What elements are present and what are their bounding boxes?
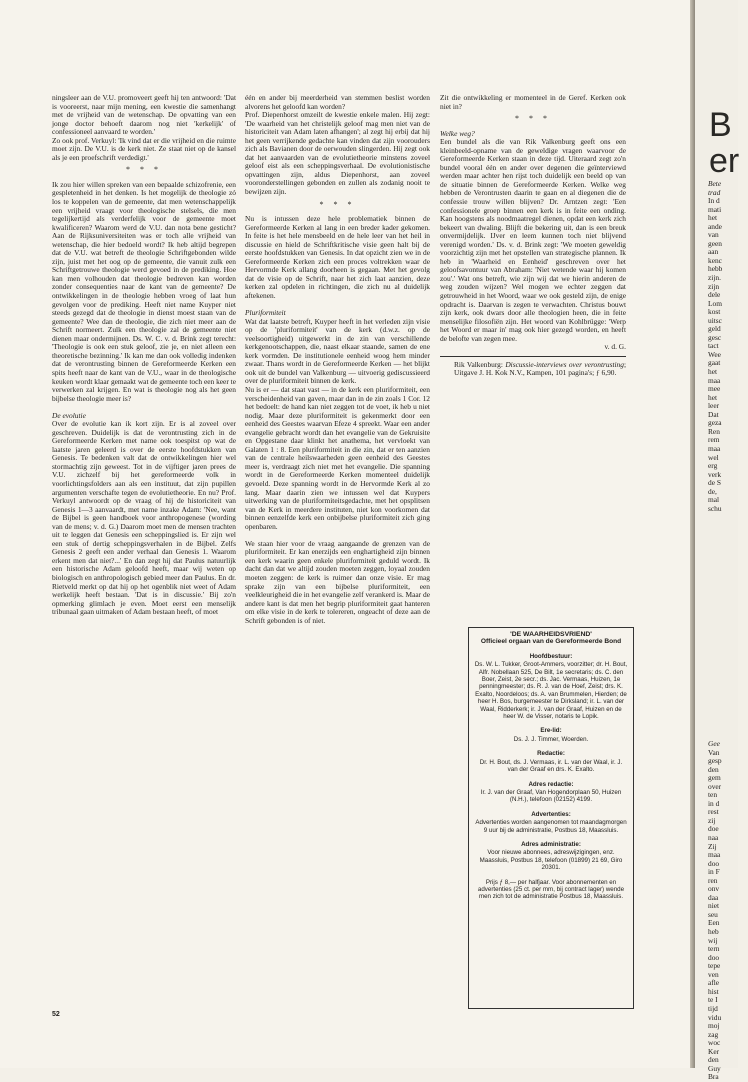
text-fragment: ven (708, 969, 719, 979)
text-fragment: het (708, 392, 718, 402)
colophon-heading: Adres redactie: (528, 780, 574, 788)
section-separator: * * * (126, 165, 162, 175)
text-fragment: mal (708, 495, 720, 505)
text-fragment: te I (708, 995, 718, 1005)
paragraph: Zit die ontwikkeling er momenteel in de Geref. Kerken ook niet in? (440, 93, 626, 111)
text-fragment: den (708, 1055, 719, 1065)
text-fragment: uitsc (708, 315, 722, 325)
text-fragment: kost (708, 307, 721, 317)
text-column-3 (440, 94, 626, 514)
adjacent-page-edge (695, 0, 740, 1082)
paragraph: Nu is er — dat staat vast — in de kerk een pluriformiteit, een verscheidenheid van gaven, maar dan in de zin zoals 1 Cor. 12 het bedoelt: de hand kan niet zeggen tot de voet, ik heb u niet nodig. Maar deze pluriformiteit is gekenmerkt door een eenheid des Geestes waarvan Efeze 4 spreekt. Waar een ander evangelie gebracht wordt dan het evangelie van de Gekruisite en Opgestane daar klinkt het anathema, het vervloekt van Galaten 1 : 8. Een pluriformiteit in die zin, dat er ten aanzien van de centrale heilswaarheden geen eenheid des Geestes meer is, verdraagt zich niet met het evangelie. Die spanning wordt in de Gereformeerde Kerken momenteel duidelijk gevoeld. Deze spanning wordt in de Hervormde Kerk al zo lang. Maar daarin zien we intussen wel dat Kuypers uitwerking van de pluriformiteitsgedachte, met het opsplitsen van de Kerk in meerdere instituten, niet kon voorkomen dat binnen eenzelfde kerk een onbijbelse pluriformiteit zich ging openbaren. (245, 385, 430, 531)
text-fragment: Bra (708, 1072, 719, 1082)
text-fragment: mati (708, 204, 722, 214)
colophon-text: Ds. W. L. Tukker, Groot-Ammers, voorzitter; dr. H. Bout, Alfr. Nobellaan 525, De Bilt, 1e secretaris; ds. C. den Boer, Zeist, 2e secr.; ds. Jac. Vermaas, Huizen, 1e penningmeester; ds. R. J. van de Hoef, Zeist; drs. K. Exalto, Noordeloos; ds. A. van Brummelen, Hierden; de heer H. Bos, burgemeester te Dirksland; ir. L. van der Waal, Ridderkerk; ir. J. van der Graaf, Huizen en de heer W. de Visser, notaris te Lopik. (474, 661, 628, 721)
colophon-heading: Adres administratie: (521, 840, 581, 848)
colophon-text: Ir. J. van der Graaf, Van Hogendorplaan 50, Huizen (N.H.), telefoon (02152) 4199. (480, 788, 622, 804)
paragraph: We staan hier voor de vraag aangaande de grenzen van de pluriformiteit. Er kan enerzijds een enghartigheid zijn binnen een kerk waarin geen enkele pluriformiteit geduld wordt. Ik dacht dan dat we altijd zouden moeten zeggen, loyaal zouden moeten zeggen: de kerk is ruimer dan onze visie. Er mag sprake zijn van een bijbelse pluriformiteit, een veelkleurigheid die in het evangelie zelf verankerd is. Maar de andere kant is dat men het begrip pluriformiteit gaat hanteren om elke visie in de kerk te tolereren, ongeacht of deze aan de Schrift gebonden is of niet. (245, 538, 430, 625)
colophon-text: Ds. J. J. Timmer, Woerden. (513, 735, 589, 743)
text-fragment: tepe (708, 961, 721, 971)
section-separator: * * * (319, 199, 356, 209)
subheading-pluriformiteit: Pluriformiteit (245, 308, 286, 318)
subheading-evolutie: De evolutie (52, 410, 86, 420)
paragraph: Ik zou hier willen spreken van een bepaalde schizofrenie, een gespletenheid in het denken. Is het mogelijk de theologie zó los te koppelen van de gemeente, dat men wetenschappelijk een vrijheid vraagt voor theologische stelsels, die men tegelijkertijd als verderfelijk voor de gemeente moet kwalificeren? Waarom werd de V.U. dan nota bene gesticht? Aan de Rijksuniversiteiten was er toch alle vrijheid van wetenschap, die hier bedoeld wordt? Ik heb altijd begrepen dat de V.U. wat betreft de theologie Schriftgebonden wilde zijn, juist met het oog op de gemeente, die vanuit zulk een Schriftgetrouwe theologie werd gevoed in de prediking. Hoe kan men volhouden dat theologie bedreven kan worden zonder consequenties naar de kant van de gemeente? De ontwikkelingen in de theologie hebben vroeg of laat hun gevolgen voor de prediking. Heeft niet name Kuyper niet steeds gezegd dat de theologie in dienst moest staan van de gemeente? Wee dan de theologie, die zich niet meer aan de Schrift normeert. Zulk een theologie zal de gemeente niet dienen maar ondermijnen. Ds. W. C. v. d. Brink zegt terecht: 'Theologie is ook een stuk geloof, zie je, en niet alleen een theoretische bezinning.' Ik kan me dan ook volledig indenken dat de verontrusting binnen de Gereformeerde Kerken een spits heeft naar de kant van de V.U., waar in de theologische keuken wordt klaar gemaakt wat de gemeente toch een keer te verwerken zal krijgen. En wat is theologie nog als het geen bijbelse theologie meer is? (52, 179, 236, 403)
subheading-welke-weg: Welke weg? (440, 128, 475, 138)
text-fragment: In d (708, 196, 720, 206)
text-fragment: doe (708, 824, 719, 834)
heading-fragment: B (709, 106, 732, 144)
text-fragment: zijn (708, 281, 720, 291)
text-fragment: over (708, 781, 722, 791)
colophon-text: Prijs ƒ 8,— per halfjaar. Voor abonnementen en advertenties (25 ct. per mm, bij contract lager) wende men zich tot de administratie Postbus 18, Maassluis. (477, 878, 625, 901)
text-fragment: tact (708, 341, 719, 351)
text-fragment: Ker (708, 1046, 720, 1056)
colophon-heading: Ere-lid: (540, 727, 562, 735)
text-fragment: gaat (708, 358, 721, 368)
text-fragment: daa (708, 892, 719, 902)
text-fragment: verk (708, 469, 722, 479)
text-fragment: dele (708, 290, 721, 300)
colophon-heading: Hoofdbestuur: (529, 652, 573, 660)
text-fragment: de, (708, 486, 717, 496)
author-initials: v. d. G. (604, 342, 626, 352)
text-fragment: seu (708, 909, 718, 919)
text-fragment: zij (708, 815, 716, 825)
text-fragment: gem (708, 773, 721, 783)
colophon-text: Voor nieuwe abonnees, adreswijzigingen, enz. Maassluis, Postbus 18, telefoon (01899) 21 69, Giro 20301. (479, 849, 623, 872)
paragraph: één en ander bij meerderheid van stemmen beslist worden alvorens het geloofd kan worden? (245, 93, 430, 111)
text-fragment: den (708, 764, 719, 774)
paragraph: Een bundel als die van Rik Valkenburg geeft ons een kleinbeeld-opname van de geweldige vragen waarvoor de Gereformeerde Kerken staan in deze tijd. Uiteraard zegt zo'n bundel vooral één en ander over degenen die geïnterviewd werden maar achter hen rijst toch duidelijk een beeld op van de situatie binnen de Gereformeerde Kerken. Welke weg hebben de Verontrusten daarin te gaan en al diegenen die de confessie trouw willen blijven? Dr. Arntzen zegt: 'Een confessionele groep binnen een kerk is in feite een onding. Kan hoogstens als noodmaatregel dienen, opdat een kerk zich bekeert van dwaling. Blijft die bekering uit, dan is een breuk onvermijdelijk. IJver en leem kunnen toch niet blijvend verenigd worden.' Ds. v. d. Brink zegt: 'We moeten geweldig voorzichtig zijn met het opstellen van strategische plannen. Ik heb in 'Waarheid en Eenheid' geschreven over het geloofsavontuur van Abraham: 'Niet wetende waar hij komen zou'.' Wat ons betreft, wie zijn wij dat we hierin anderen de weg zouden wijzen? Wel mogen we echter zeggen dat getrouwheid in het Woord, waar we ook gesteld zijn, de enige opdracht is. Daarvan is zegen te verwachten. Christus bouwt zijn kerk, ook dwars door alle theologien heen, die in feite menselijke filosofiën zijn. Het woord van Kohlbrügge: 'Werp het Woord er maar in' mag ook hier gezegd worden, en heeft de belofte van zegen mee. (440, 137, 626, 343)
text-fragment: maa (708, 375, 721, 385)
colophon-heading: Redactie: (537, 750, 565, 758)
text-fragment: aan (708, 247, 719, 257)
text-fragment: gesp (708, 756, 722, 766)
text-fragment: Zij (708, 841, 717, 851)
text-fragment: maa (708, 443, 721, 453)
text-fragment: Gee (708, 739, 720, 748)
colophon-title: 'DE WAARHEIDSVRIEND' (510, 631, 592, 638)
text-fragment: ande (708, 221, 722, 231)
colophon-subtitle: Officieel orgaan van de Gereformeerde Bond (480, 638, 622, 646)
paragraph: Over de evolutie kan ik kort zijn. Er is al zoveel over geschreven. Duidelijk is dat de verontrusting zich in de Gereformeerde Kerken met name ook toespitst op wat de laatste jaren geleerd is over de eerste hoofdstukken van Genesis. Te bedenken valt dat de ontwikkelingen hier wel stormachtig zijn geweest. Tot in de vijftiger jaren prees de V.U. zichzelf bij het gereformeerde volk in voorlichtingsfolders aan als een instituut, dat zijn pupillen argumenten verschafte tegen de evolutietheorie. En nu? Prof. Verkuyl antwoordt op de vraag of hij de historiciteit van Genesis 1—3 aanvaardt, met name inzake Adam: 'Nee, want de Bijbel is geen handboek voor anthropogenese (wording van de mens; v. d. G.) Daarom moet men de mensen trachten uit te leggen dat Genesis een scheppingslied is. Er zijn wel een stuk of dertig scheppingsverhalen in de Bijbel. Zelfs Genesis 2 geeft een ander verhaal dan Genesis 1. Waarom erkent men dat niet?...' En dan zegt hij dat Paulus natuurlijk een historische Adam geloofd heeft, maar wij weten op biologisch en anthropologisch gebied meer dan Paulus. En dr. Rietveld merkt op dat hij op het ogenblik niet weet of Adam werkelijk heeft bestaan. 'Dat is in discussie.' Bij zo'n opmerking glimlach je even. Moet eerst een menselijk tribunaal gaan uitmaken of Adam bestaan heeft, of moet (52, 419, 236, 617)
paragraph: Nu is intussen deze hele problematiek binnen de Gereformeerde Kerken al lang in een breder kader gekomen. In feite is het hele mensbeeld en de hele leer van het heil in discussie en hield de Schriftkritische visie geen halt bij de eerste hoofdstukken van Genesis. In dat opzicht zien we in de Gereformeerde Kerken zich een proces voltrekken waar de Hervormde Kerk allang doorheen is gegaan. Met het gevolg dat de visie op de Schrift, naar het zich laat aanzien, deze kerken zal opdelen in richtingen, die zich nu al duidelijk aftekenen. (245, 214, 430, 301)
text-fragment: het (708, 367, 718, 377)
text-fragment: geza (708, 418, 722, 428)
text-fragment: moj (708, 1021, 720, 1031)
text-fragment: tijd (708, 1003, 718, 1013)
text-fragment: geld (708, 324, 721, 334)
text-fragment: naa (708, 833, 719, 843)
text-fragment: in d (708, 798, 720, 808)
text-fragment: Bete (708, 179, 722, 188)
text-fragment: hebb (708, 264, 723, 274)
colophon-text: Advertenties worden aangenomen tot maandagmorgen 9 uur bij de administratie, Postbus 18, Maassluis. (475, 819, 627, 834)
text-fragment: Dat (708, 409, 719, 419)
text-fragment: schu (708, 503, 722, 513)
text-fragment: doo (708, 952, 720, 962)
divider (440, 356, 626, 357)
section-separator: * * * (515, 114, 551, 124)
colophon-text: Dr. H. Bout, ds. J. Vermaas, ir. L. van der Waal, ir. J. van der Graaf en drs. K. Exalto. (479, 758, 623, 774)
text-fragment: maa (708, 850, 721, 860)
text-fragment: ren (708, 875, 718, 885)
text-fragment: in F (708, 867, 720, 877)
text-column-1 (52, 94, 236, 1008)
heading-fragment: er (709, 142, 740, 180)
text-fragment: geen (708, 238, 722, 248)
text-column-2 (245, 94, 430, 1012)
text-fragment: kenc (708, 255, 722, 265)
text-fragment: het (708, 213, 718, 223)
text-fragment: Een (708, 918, 720, 928)
text-fragment: leer (708, 401, 720, 411)
text-fragment: hist (708, 986, 719, 996)
adjacent-page-heading (709, 107, 739, 179)
paragraph: Wat dat laatste betreft, Kuyper heeft in het verleden zijn visie op de 'pluriformiteit' van de kerk (d.w.z. op de veelsoortigheid) uitgewerkt in de zin van verschillende kerkgenootschappen, die, naast elkaar staande, samen de ene kerk vormden. De institutionele eenheid woog hem minder zwaar. Thans wordt in de Gereformeerde Kerken — het blijkt ook uit de bundel van Valkenburg — uitvoerig gediscussieerd over de pluriformiteit binnen de kerk. (245, 316, 430, 386)
text-fragment: van (708, 230, 719, 240)
review-details: ; Uitgave J. H. Kok N.V., Kampen, 101 pagina's; ƒ 6,90. (454, 359, 626, 378)
text-fragment: Guy (708, 1063, 721, 1073)
text-fragment: woc (708, 1038, 721, 1048)
text-fragment: zag (708, 1029, 719, 1039)
text-fragment: erg (708, 461, 718, 471)
text-fragment: de S (708, 478, 721, 488)
text-fragment: niet (708, 901, 720, 911)
paragraph: ningsleer aan de V.U. promoveert geeft hij ten antwoord: 'Dat is vooreerst, naar mijn mening, een kwestie die samenhangt met de vrijheid van de wetenschap. De opvatting van een jonge doctor behoeft daarom nog niet 'kerkelijk' of confessioneel aanvaard te worden.' (52, 93, 236, 137)
text-fragment: wel (708, 452, 719, 462)
text-fragment: heb (708, 927, 719, 937)
text-fragment: vidu (708, 1012, 722, 1022)
page-number: 52 (52, 1011, 60, 1018)
paragraph: Zo ook prof. Verkuyl: 'Ik vind dat er die vrijheid en die ruimte moet zijn. De V.U. is de kerk niet. Ze staat niet op de kansel als je een proefschrift verdedigt.' (52, 135, 236, 162)
review-author: Rik Valkenburg: (454, 359, 506, 369)
adjacent-column-fragment (708, 740, 748, 1082)
text-fragment: gesc (708, 332, 722, 342)
text-fragment: tern (708, 944, 720, 954)
text-fragment: afle (708, 978, 720, 988)
review-title: Discussie-interviews over verontrusting (505, 359, 624, 369)
colophon-heading: Advertenties: (531, 810, 571, 818)
text-fragment: mee (708, 384, 721, 394)
adjacent-column-fragment (708, 180, 748, 513)
text-fragment: onv (708, 884, 720, 894)
paragraph: Prof. Diepenhorst omzeilt de kwestie enkele malen. Hij zegt: 'De waarheid van het christelijk geloof mag men niet van de historiciteit van Adam laten afhangen'; al zegt hij erbij dat hij het geen verrijkende gedachte kan vinden dat zijn voorouders zich als Bavianen door de oerwouden slingerden. Hij zegt ook dat het aanvaarden van de evolutietheorie minstens zoveel geloof eist als een scheppingsverhaal. De evolutionistische opvattingen zijn, aldus Diepenhorst, aan zoveel vooronderstellingen gebonden en zullen als zodanig nooit te bewijzen zijn. (245, 110, 430, 197)
book-review-reference (440, 361, 626, 378)
text-fragment: rem (708, 435, 720, 445)
text-fragment: zijn. (708, 273, 721, 283)
colophon-box (468, 627, 634, 1009)
text-fragment: Ren (708, 426, 720, 436)
text-fragment: trad (708, 187, 721, 197)
text-fragment: rest (708, 807, 719, 817)
text-fragment: Wee (708, 349, 721, 359)
text-fragment: wij (708, 935, 718, 945)
text-fragment: Lom (708, 298, 722, 308)
text-fragment: ten (708, 790, 718, 800)
text-fragment: doo (708, 858, 720, 868)
text-fragment: Van (708, 747, 720, 757)
